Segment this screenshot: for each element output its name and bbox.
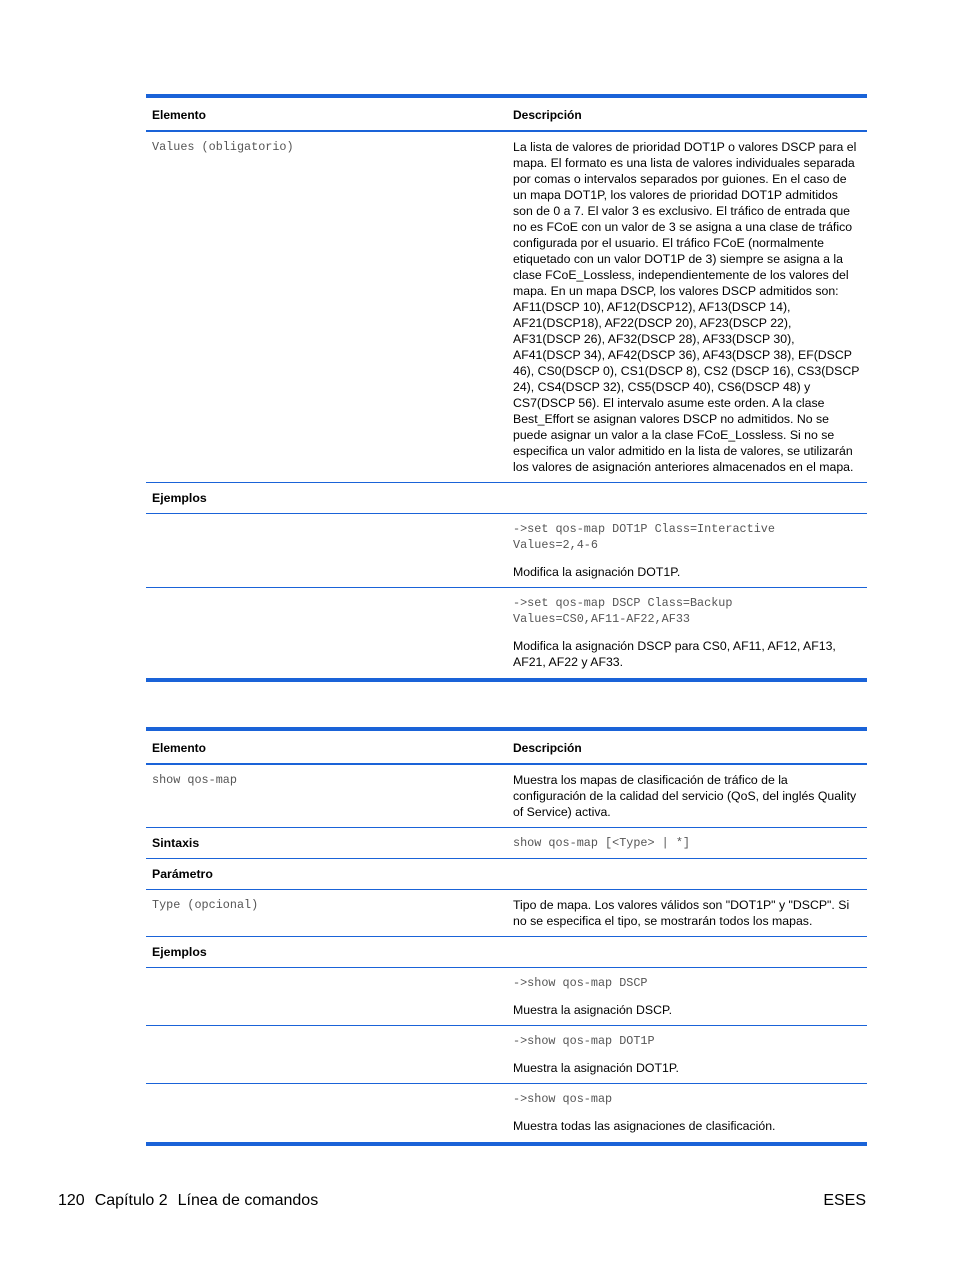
command-name: show qos-map	[146, 764, 507, 828]
parameter-description: Tipo de mapa. Los valores válidos son "DOT1P" y "DSCP". Si no se especifica el tipo, se mostrarán todos los mapas.	[507, 890, 867, 937]
command-description: Muestra los mapas de clasificación de tráfico de la configuración de la calidad del servicio (QoS, del inglés Quality of Service) activa.	[507, 764, 867, 828]
example-command: ->set qos-map DSCP Class=Backup	[513, 596, 733, 610]
table-row	[146, 1084, 867, 1145]
syntax-value: show qos-map [<Type> | *]	[507, 828, 867, 859]
table-row	[146, 859, 867, 890]
column-header-descripcion: Descripción	[507, 96, 867, 131]
example-cell	[507, 968, 867, 1026]
column-header-elemento: Elemento	[146, 96, 507, 131]
chapter-label: Capítulo 2	[94, 1192, 168, 1209]
example-command: ->show qos-map DOT1P	[513, 1034, 655, 1048]
table-row	[146, 890, 867, 937]
parameter-label: Parámetro	[146, 859, 507, 890]
example-description: Muestra la asignación DOT1P.	[513, 1061, 679, 1075]
values-table	[146, 94, 867, 682]
column-header-elemento: Elemento	[146, 729, 507, 764]
table-row	[146, 764, 867, 828]
example-cell	[507, 514, 867, 588]
example-command: ->show qos-map	[513, 1092, 613, 1106]
example-description: Modifica la asignación DOT1P.	[513, 565, 681, 579]
page-number: 120	[58, 1192, 85, 1209]
examples-label: Ejemplos	[146, 937, 507, 968]
element-description: La lista de valores de prioridad DOT1P o valores DSCP para el mapa. El formato es una lista de valores individuales separada por comas o intervalos separados por guiones. En el caso de un mapa DOT1P, los valores de prioridad DOT1P admitidos son de 0 a 7. El valor 3 es exclusivo. El tráfico de entrada que no es FCoE con un valor de 3 se asigna a una clase de tráfico configurada por el usuario. El tráfico FCoE (normalmente etiquetado con un valor DOT1P de 3) siempre se asigna a la clase FCoE_Lossless, independientemente de los valores del mapa. En un mapa DSCP, los valores DSCP admitidos son: AF11(DSCP 10), AF12(DSCP12), AF13(DSCP 14), AF21(DSCP18), AF22(DSCP 20), AF23(DSCP 22), AF31(DSCP 26), AF32(DSCP 28), AF33(DSCP 30), AF41(DSCP 34), AF42(DSCP 36), AF43(DSCP 38), EF(DSCP 46), CS0(DSCP 0), CS1(DSCP 8), CS2 (DSCP 16), CS3(DSCP 24), CS4(DSCP 32), CS5(DSCP 40), CS6(DSCP 48) y CS7(DSCP 56). El intervalo asume este orden. A la clase Best_Effort se asignan valores DSCP no admitidos. No se puede asignar un valor a la clase FCoE_Lossless. Si no se especifica un valor admitido en la lista de valores, se utilizarán los valores de asignación anteriores almacenados en el mapa.	[507, 131, 867, 483]
element-name: Values (obligatorio)	[146, 131, 507, 483]
syntax-label: Sintaxis	[146, 828, 507, 859]
example-description: Muestra todas las asignaciones de clasificación.	[513, 1119, 776, 1133]
example-description: Modifica la asignación DSCP para CS0, AF11, AF12, AF13, AF21, AF22 y AF33.	[513, 639, 836, 669]
example-command: Values=2,4-6	[513, 538, 598, 552]
table-row	[146, 968, 867, 1026]
example-command: Values=CS0,AF11-AF22,AF33	[513, 612, 690, 626]
table-row	[146, 131, 867, 483]
example-command: ->set qos-map DOT1P Class=Interactive	[513, 522, 775, 536]
page-footer-left	[58, 1192, 328, 1210]
column-header-descripcion: Descripción	[507, 729, 867, 764]
table-row	[146, 514, 867, 588]
parameter-name: Type (opcional)	[146, 890, 507, 937]
chapter-title: Línea de comandos	[177, 1192, 319, 1209]
table-row	[146, 937, 867, 968]
example-cell	[507, 588, 867, 681]
table-row	[146, 1026, 867, 1084]
page-footer-right: ESES	[823, 1192, 866, 1209]
example-description: Muestra la asignación DSCP.	[513, 1003, 673, 1017]
show-qos-map-table	[146, 727, 867, 1146]
table-row	[146, 483, 867, 514]
example-cell	[507, 1084, 867, 1145]
table-row	[146, 828, 867, 859]
example-cell	[507, 1026, 867, 1084]
table-row	[146, 588, 867, 681]
example-command: ->show qos-map DSCP	[513, 976, 648, 990]
examples-label: Ejemplos	[146, 483, 507, 514]
